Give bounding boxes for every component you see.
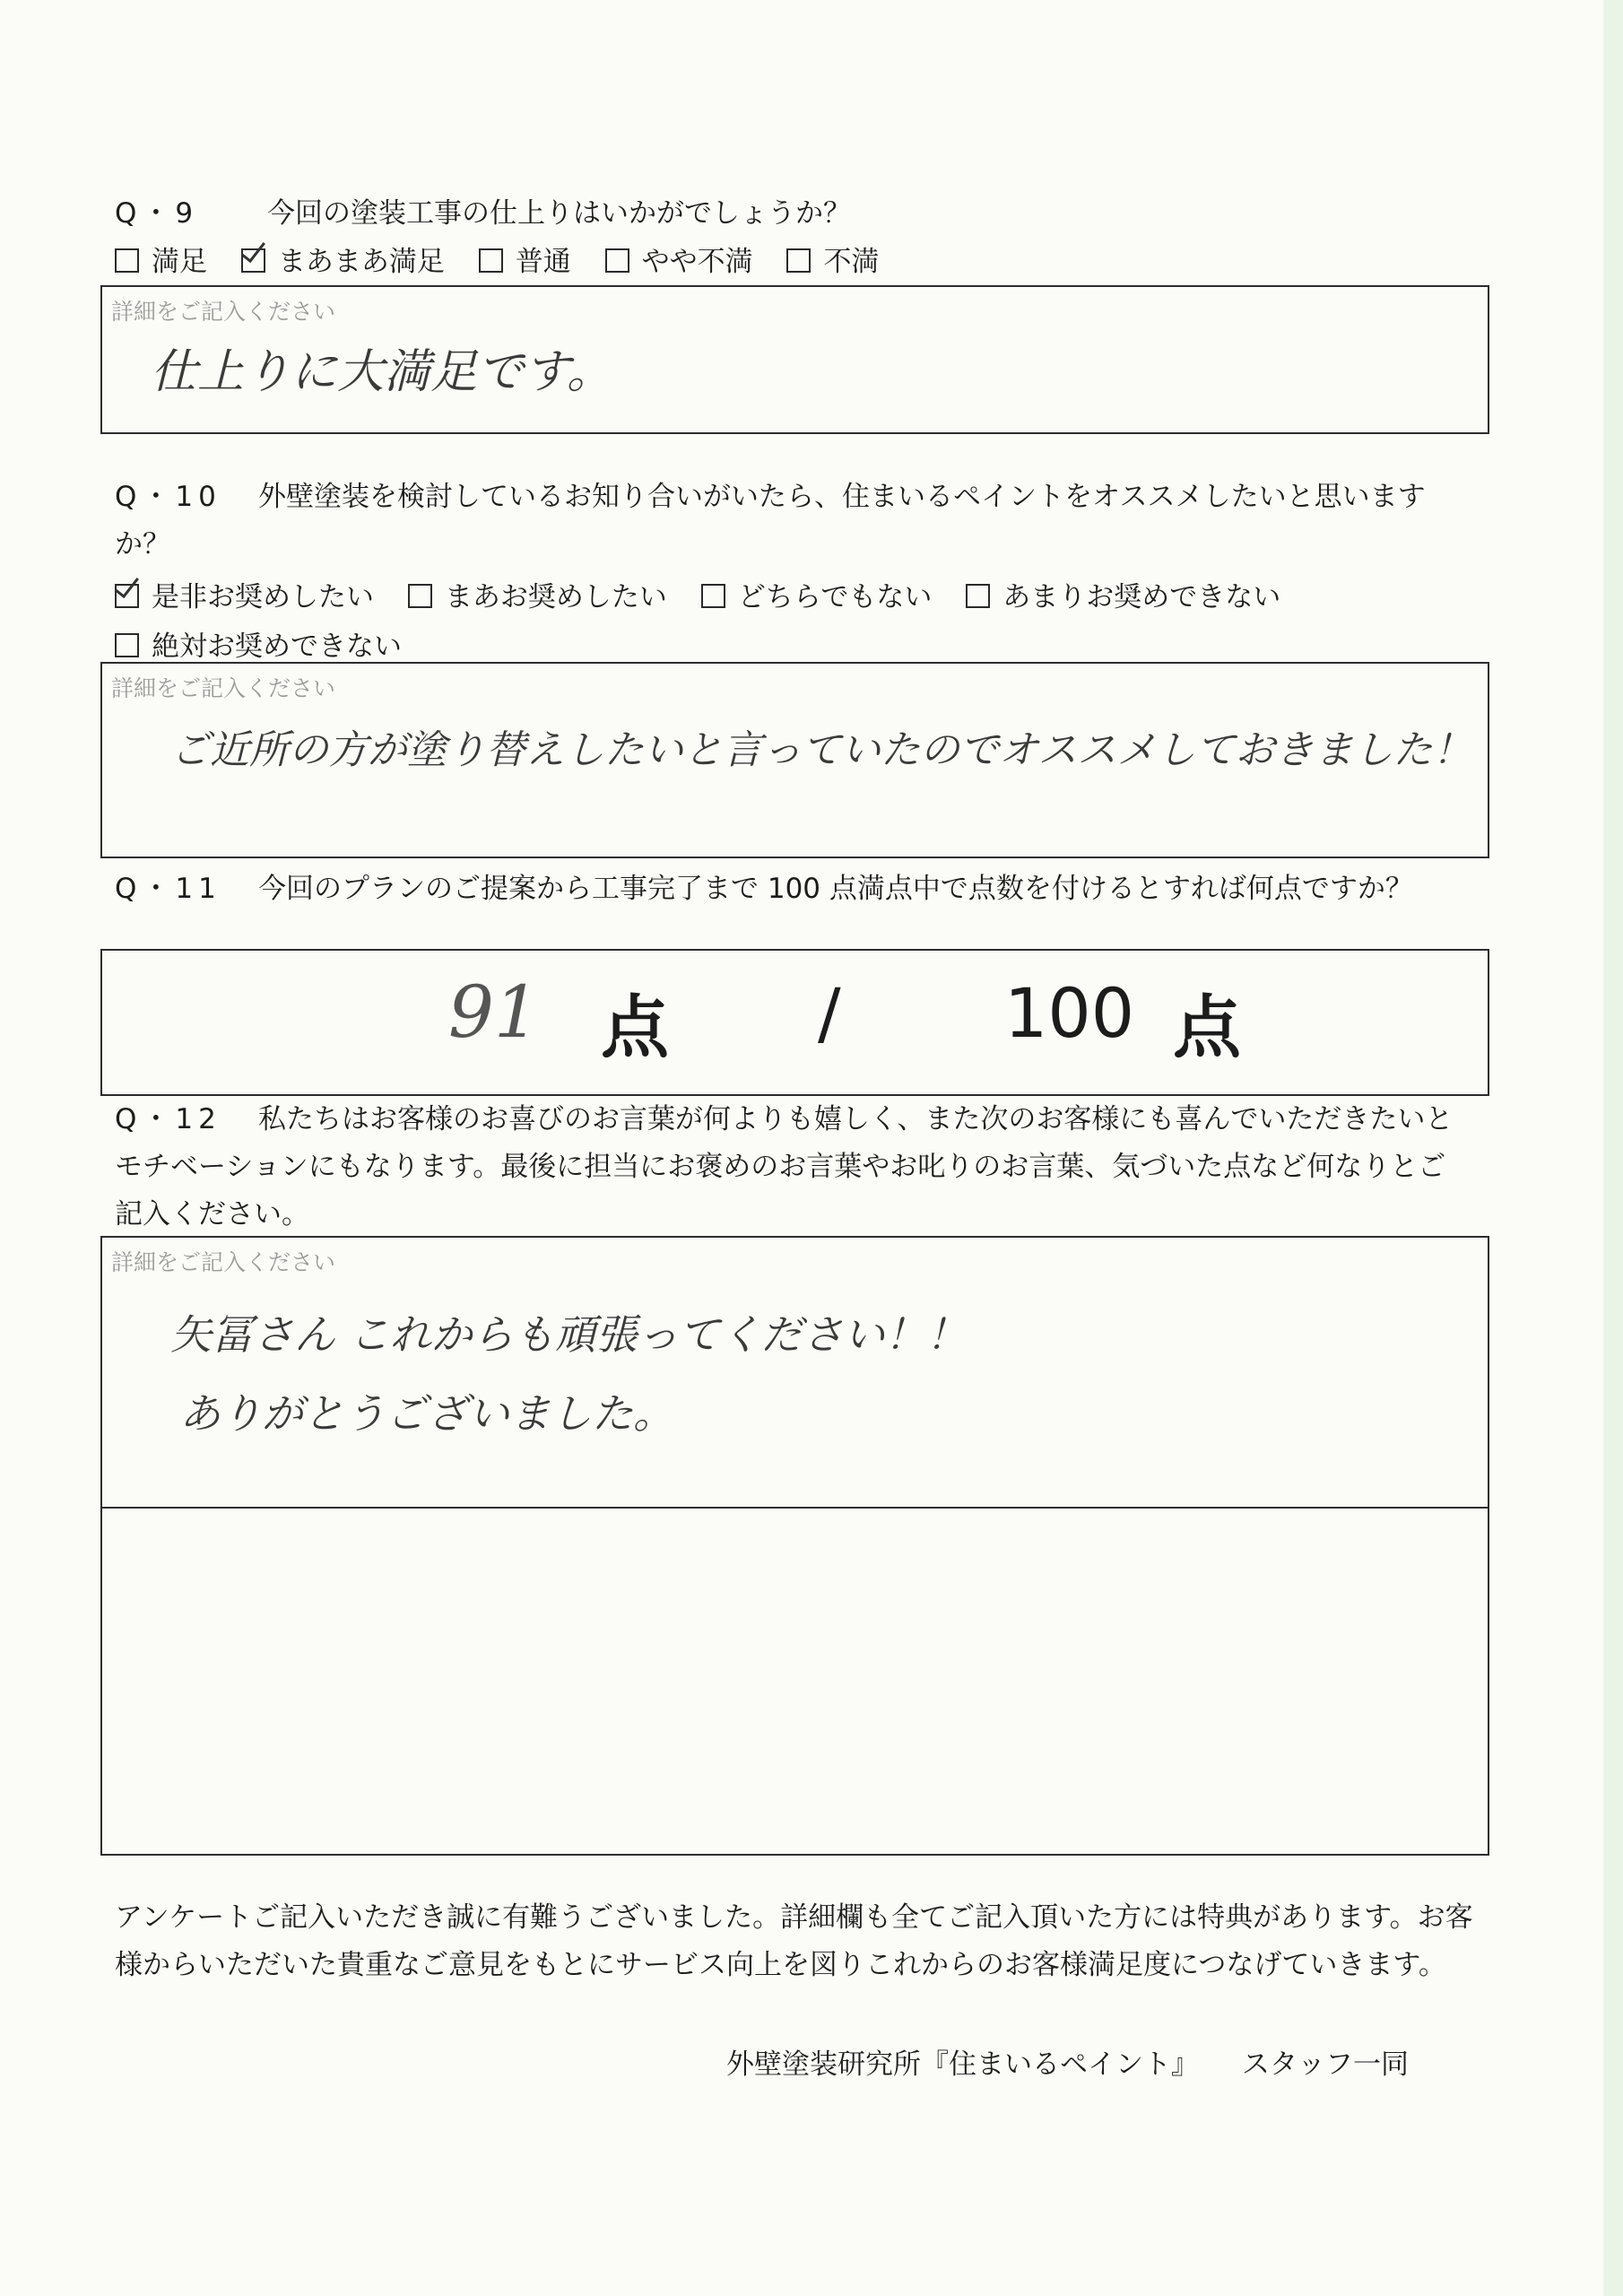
q10-checkbox-4[interactable] [966,584,990,608]
q11-score-max: 100 [1004,973,1135,1053]
q10-option-4[interactable] [966,574,1280,614]
q10-option-label: まあお奨めしたい [444,581,667,613]
q10-option-2[interactable] [408,574,667,614]
q10-option-label: あまりお奨めできない [1002,581,1281,613]
q9-detail-placeholder: 詳細をご記入ください [111,299,336,325]
q9-checkbox-1[interactable] [115,248,139,273]
q12-detail-box[interactable] [100,1236,1489,1509]
footer-org: 外壁塗装研究所『住まいるペイント』 [726,2048,1199,2081]
q9-option-label: やや不満 [641,246,753,278]
q10-checkbox-5[interactable] [115,633,139,657]
q11-label: Q・11 [115,873,221,905]
q10-option-5[interactable] [115,623,402,664]
q12-question: 私たちはお客様のお喜びのお言葉が何よりも嬉しく、また次のお客様にも喜んでいただきたいとモチベーションにもなります。最後に担当にお褒めのお言葉やお叱りのお言葉、気づいた点など何なりとご記入ください。 [115,1103,1454,1231]
q12-label: Q・12 [115,1103,221,1135]
page-edge [1603,0,1623,2296]
q12-answer-line2: ありがとうございました。 [179,1389,674,1438]
q9-checkbox-3[interactable] [479,248,503,273]
q11-question: 今回のプランのご提案から工事完了まで 100 点満点中で点数を付けるとすれば何点ですか？ [258,873,1413,905]
footer-staff: スタッフ一同 [1242,2048,1409,2081]
q9-checkbox-4[interactable] [605,248,629,273]
q9-checkbox-5[interactable] [786,248,811,273]
q11-score-slash: / [818,973,841,1053]
q9-option-label: まあまあ満足 [277,246,445,278]
q9-option-2[interactable] [241,239,445,279]
footer-signature [726,2041,1409,2082]
q10-option-1[interactable] [115,574,374,614]
q10-options [115,574,1306,614]
q10-question: 外壁塗装を検討しているお知り合いがいたら、住まいるペイントをオススメしたいと思いますか？ [115,481,1426,561]
q9-option-4[interactable] [605,239,753,279]
q9-option-3[interactable] [479,239,571,279]
q11-heading [115,865,1473,913]
q12-detail-box-lower[interactable] [100,1507,1489,1856]
q11-score-unit: 点 [601,987,669,1067]
q9-label: Q・9 [115,197,199,230]
q10-checkbox-2[interactable] [408,584,432,608]
q12-detail-placeholder: 詳細をご記入ください [111,1249,336,1275]
q9-options [115,239,904,279]
q9-answer: 仕上りに大満足です。 [151,345,613,399]
q9-heading [115,190,851,230]
q11-score-max-unit: 点 [1173,987,1241,1067]
q10-option-label: どちらでもない [737,581,933,613]
q10-option-3[interactable] [701,574,933,614]
q10-option-label: 絶対お奨めできない [152,631,402,663]
q10-option-label: 是非お奨めしたい [152,581,374,613]
q9-checkbox-2[interactable] [241,248,265,273]
q10-label: Q・10 [115,481,221,513]
q12-answer-line1: 矢冨さん これからも頑張ってください！！ [170,1310,968,1359]
q12-heading [115,1096,1473,1239]
q10-heading [115,474,1473,569]
q9-option-label: 満足 [152,246,207,278]
q9-option-5[interactable] [786,239,879,279]
q11-score-box[interactable] [100,949,1489,1096]
q10-options-row2 [115,623,427,664]
q9-question: 今回の塗装工事の仕上りはいかがでしょうか？ [267,197,851,230]
q10-checkbox-3[interactable] [701,584,725,608]
q10-checkbox-1[interactable] [115,584,139,608]
q9-option-label: 不満 [823,246,880,278]
q9-option-label: 普通 [515,246,571,278]
q10-answer: ご近所の方が塗り替えしたいと言っていたのでオススメしておきました！ [170,727,1472,773]
q11-score: 91 [448,970,540,1054]
closing-message: アンケートご記入いただき誠に有難うございました。詳細欄も全てご記入頂いた方には特典があります。お客様からいただいた貴重なご意見をもとにサービス向上を図りこれからのお客様満足度につなげていきます。 [115,1901,1473,1981]
q10-detail-placeholder: 詳細をご記入ください [111,675,336,701]
q9-option-1[interactable] [115,239,207,279]
